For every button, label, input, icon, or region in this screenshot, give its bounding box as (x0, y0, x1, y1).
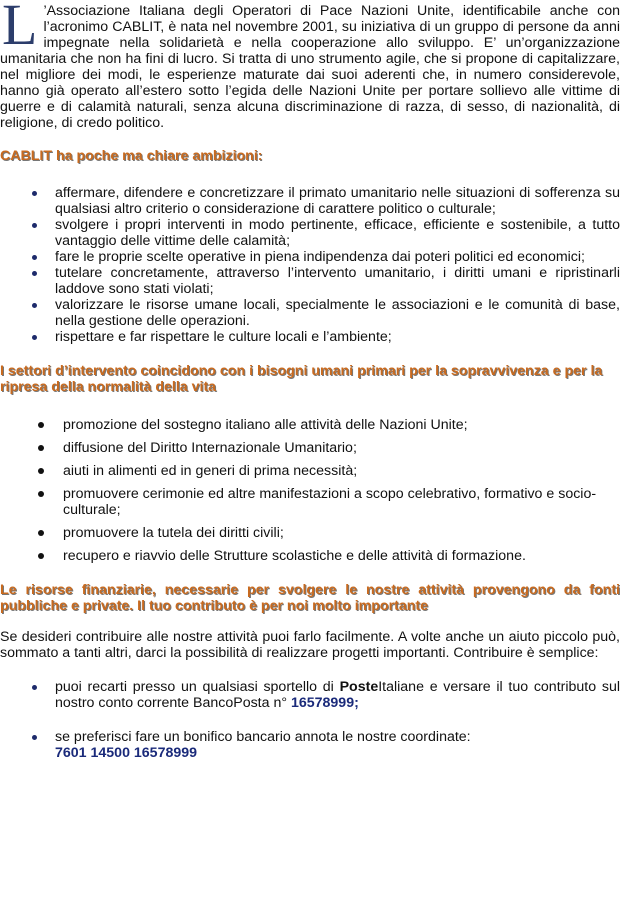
list-item: svolgere i propri interventi in modo pertinente, efficace, efficiente e sostenibile, a tutto vantaggio delle vittime delle calamità; (0, 217, 620, 249)
list-item-post (0, 679, 620, 711)
list-item: recupero e riavvio delle Strutture scolastiche e delle attività di formazione. (0, 548, 620, 564)
poste-brand: Poste (339, 679, 379, 695)
ambitions-heading: CABLIT ha poche ma chiare ambizioni: (0, 148, 263, 164)
list-item: promuovere la tutela dei diritti civili; (0, 525, 620, 541)
donate-list (0, 679, 620, 761)
sectors-heading: I settori d’intervento coincidono con i bisogni umani primari per la sopravvivenza e per la ripresa della normalità della vita (0, 363, 603, 395)
resources-heading: Le risorse finanziarie, necessarie per svolgere le nostre attività provengono da fonti pubbliche e private. Il tuo contributo è per noi molto importante (0, 582, 620, 614)
resources-paragraph: Se desideri contribuire alle nostre attività puoi farlo facilmente. A volte anche un aiuto piccolo può, sommato a tanti altri, darci la possibilità di realizzare progetti importanti. Contribuire è semplice: (0, 629, 620, 661)
list-item: aiuti in alimenti ed in generi di prima necessità; (0, 463, 620, 479)
bank-text: se preferisci fare un bonifico bancario annota le nostre coordinate: (55, 729, 471, 745)
intro-paragraph: ’Associazione Italiana degli Operatori di Pace Nazioni Unite, identificabile anche con l’acronimo CABLIT, è nata nel novembre 2001, su iniziativa di un gruppo di persone da anni impegnate nella solidarietà e nella cooperazione allo sviluppo. E’ un’organizzazione umanitaria che non ha fini di lucro. Si tratta di uno strumento agile, che si propone di capitalizzare, nel migliore dei modi, le esperienze maturate dai suoi aderenti che, in numero considerevole, hanno già operato all’estero sotto l’egida delle Nazioni Unite per portare sollievo alle vittime di guerre e di calamità naturali, senza alcuna discriminazione di razza, di sesso, di nazionalità, di religione, di credo politico. (0, 3, 620, 131)
list-item: diffusione del Diritto Internazionale Umanitario; (0, 440, 620, 456)
list-item: rispettare e far rispettare le culture locali e l’ambiente; (0, 329, 620, 345)
list-item: tutelare concretamente, attraverso l’intervento umanitario, i diritti umani e ripristinarli laddove sono stati violati; (0, 265, 620, 297)
drop-cap: L (2, 0, 38, 57)
post-text-before: puoi recarti presso un qualsiasi sportello di (55, 679, 340, 695)
sectors-list (0, 417, 620, 564)
list-item: fare le proprie scelte operative in piena indipendenza dai poteri politici ed economici; (0, 249, 620, 265)
post-text-after: Italiane e versare il tuo contributo sul nostro conto corrente BancoPosta n° (55, 679, 620, 711)
list-item: promuovere cerimonie ed altre manifestazioni a scopo celebrativo, formativo e socio-culturale; (0, 486, 620, 518)
list-item: affermare, difendere e concretizzare il primato umanitario nelle situazioni di sofferenza su qualsiasi altro criterio o considerazione di carattere politico o culturale; (0, 185, 620, 217)
list-item-bank (0, 729, 620, 761)
ambitions-list (0, 185, 620, 345)
list-item: valorizzare le risorse umane locali, specialmente le associazioni e le comunità di base, nella gestione delle operazioni. (0, 297, 620, 329)
post-account-number: 16578999; (290, 695, 359, 711)
intro-section (0, 0, 620, 131)
bank-coordinates: 7601 14500 16578999 (55, 745, 198, 761)
list-item: promozione del sostegno italiano alle attività delle Nazioni Unite; (0, 417, 620, 433)
